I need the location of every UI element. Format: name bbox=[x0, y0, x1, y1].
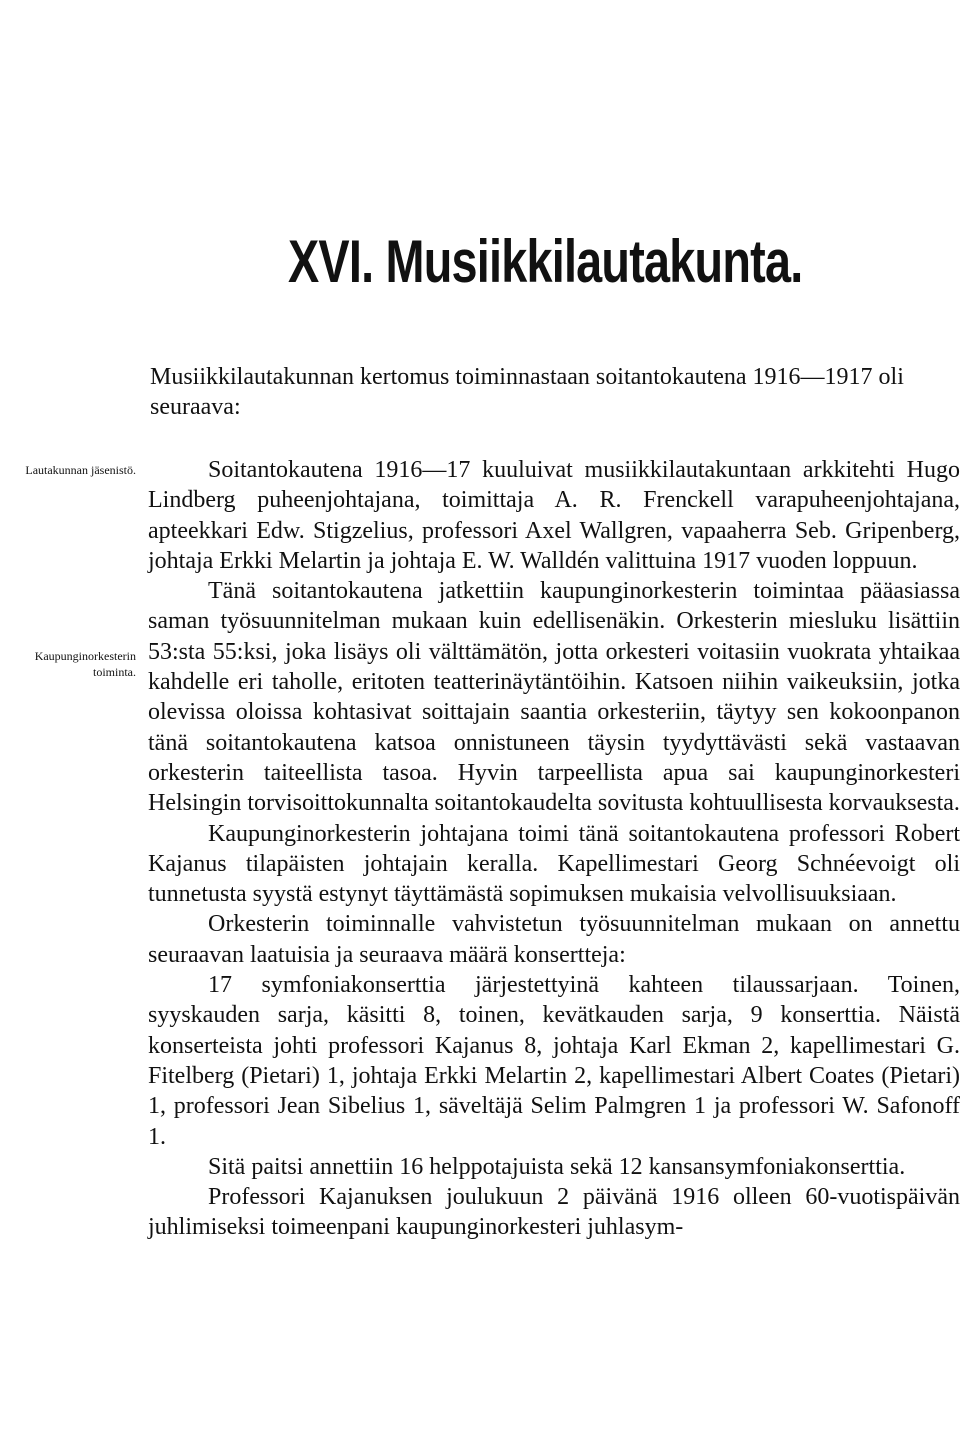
paragraph-orchestra-activity: Tänä soitantokautena jatkettiin kaupunginorkesterin toimintaa pääasiassa saman työsuunnitelman mukaan kuin edellisenäkin. Orkesterin miesluku lisättiin 53:sta 55:ksi, joka lisäys oli välttämätön, jotta orkesteri voitasiin vuokrata yhtaikaa kahdelle eri taholle, eritoten teatterinäytäntöihin. Katsoen niihin vaikeuksiin, jotka olevissa oloissa kohtasivat soittajain saantia orkesteriin, täytyy sen kokoonpanon tänä soitantokautena katsoa onnistuneen täysin tyydyttävästi sekä vastaavan orkesterin taiteellista tasoa. Hyvin tarpeellista apua sai kaupunginorkesteri Helsingin torvisoittokunnalta soitantokaudelta sovitusta kohtuullisesta korvauksesta. bbox=[148, 578, 960, 817]
paragraph-work-plan: Orkesterin toiminnalle vahvistetun työsuunnitelman mukaan on annettu seuraavan laatuisia ja seuraava määrä konsertteja: bbox=[148, 911, 960, 968]
chapter-title: XVI. Musiikkilautakunta. bbox=[288, 228, 803, 295]
paragraph-members: Soitantokautena 1916—17 kuuluivat musiikkilautakuntaan arkkitehti Hugo Lindberg puheenjohtajana, toimittaja A. R. Frenckell varapuheenjohtajana, apteekkari Edw. Stigzelius, professori Axel Wallgren, vapaaherra Seb. Gripenberg, johtaja Erkki Melartin ja johtaja E. W. Walldén valittuina 1917 vuoden loppuun. bbox=[148, 457, 960, 574]
body-text bbox=[148, 455, 960, 1243]
margin-note-members: Lautakunnan jäsenistö. bbox=[25, 463, 136, 477]
paragraph-conductor: Kaupunginorkesterin johtajana toimi tänä soitantokautena professori Robert Kajanus tilapäisten johtajain keralla. Kapellimestari Georg Schnéevoigt oli tunnetusta syystä estynyt täyttämästä sopimuksen mukaisia velvollisuuksiaan. bbox=[148, 820, 960, 908]
intro-paragraph: Musiikkilautakunnan kertomus toiminnastaan soitantokautena 1916—1917 oli seuraava: bbox=[150, 364, 904, 420]
paragraph-anniversary: Professori Kajanuksen joulukuun 2 päivänä 1916 olleen 60-vuotispäivän juhlimiseksi toimeenpani kaupunginorkesteri juhlasym- bbox=[148, 1184, 960, 1241]
paragraph-symphony-concerts: 17 symfoniakonserttia järjestettyinä kahteen tilaussarjaan. Toinen, syyskauden sarja, käsitti 8, toinen, kevätkauden sarja, 9 konserttia. Näistä konserteista johti professori Kajanus 8, johtaja Karl Ekman 2, kapellimestari G. Fitelberg (Pietari) 1, johtaja Erkki Melartin 2, kapellimestari Albert Coates (Pietari) 1, professori Jean Sibelius 1, säveltäjä Selim Palmgren 1 ja professori W. Safonoff 1. bbox=[148, 972, 960, 1150]
paragraph-popular-concerts: Sitä paitsi annettiin 16 helppotajuista sekä 12 kansansymfoniakonserttia. bbox=[208, 1153, 906, 1180]
margin-note-orchestra: Kaupunginorkesterin toiminta. bbox=[34, 649, 136, 679]
